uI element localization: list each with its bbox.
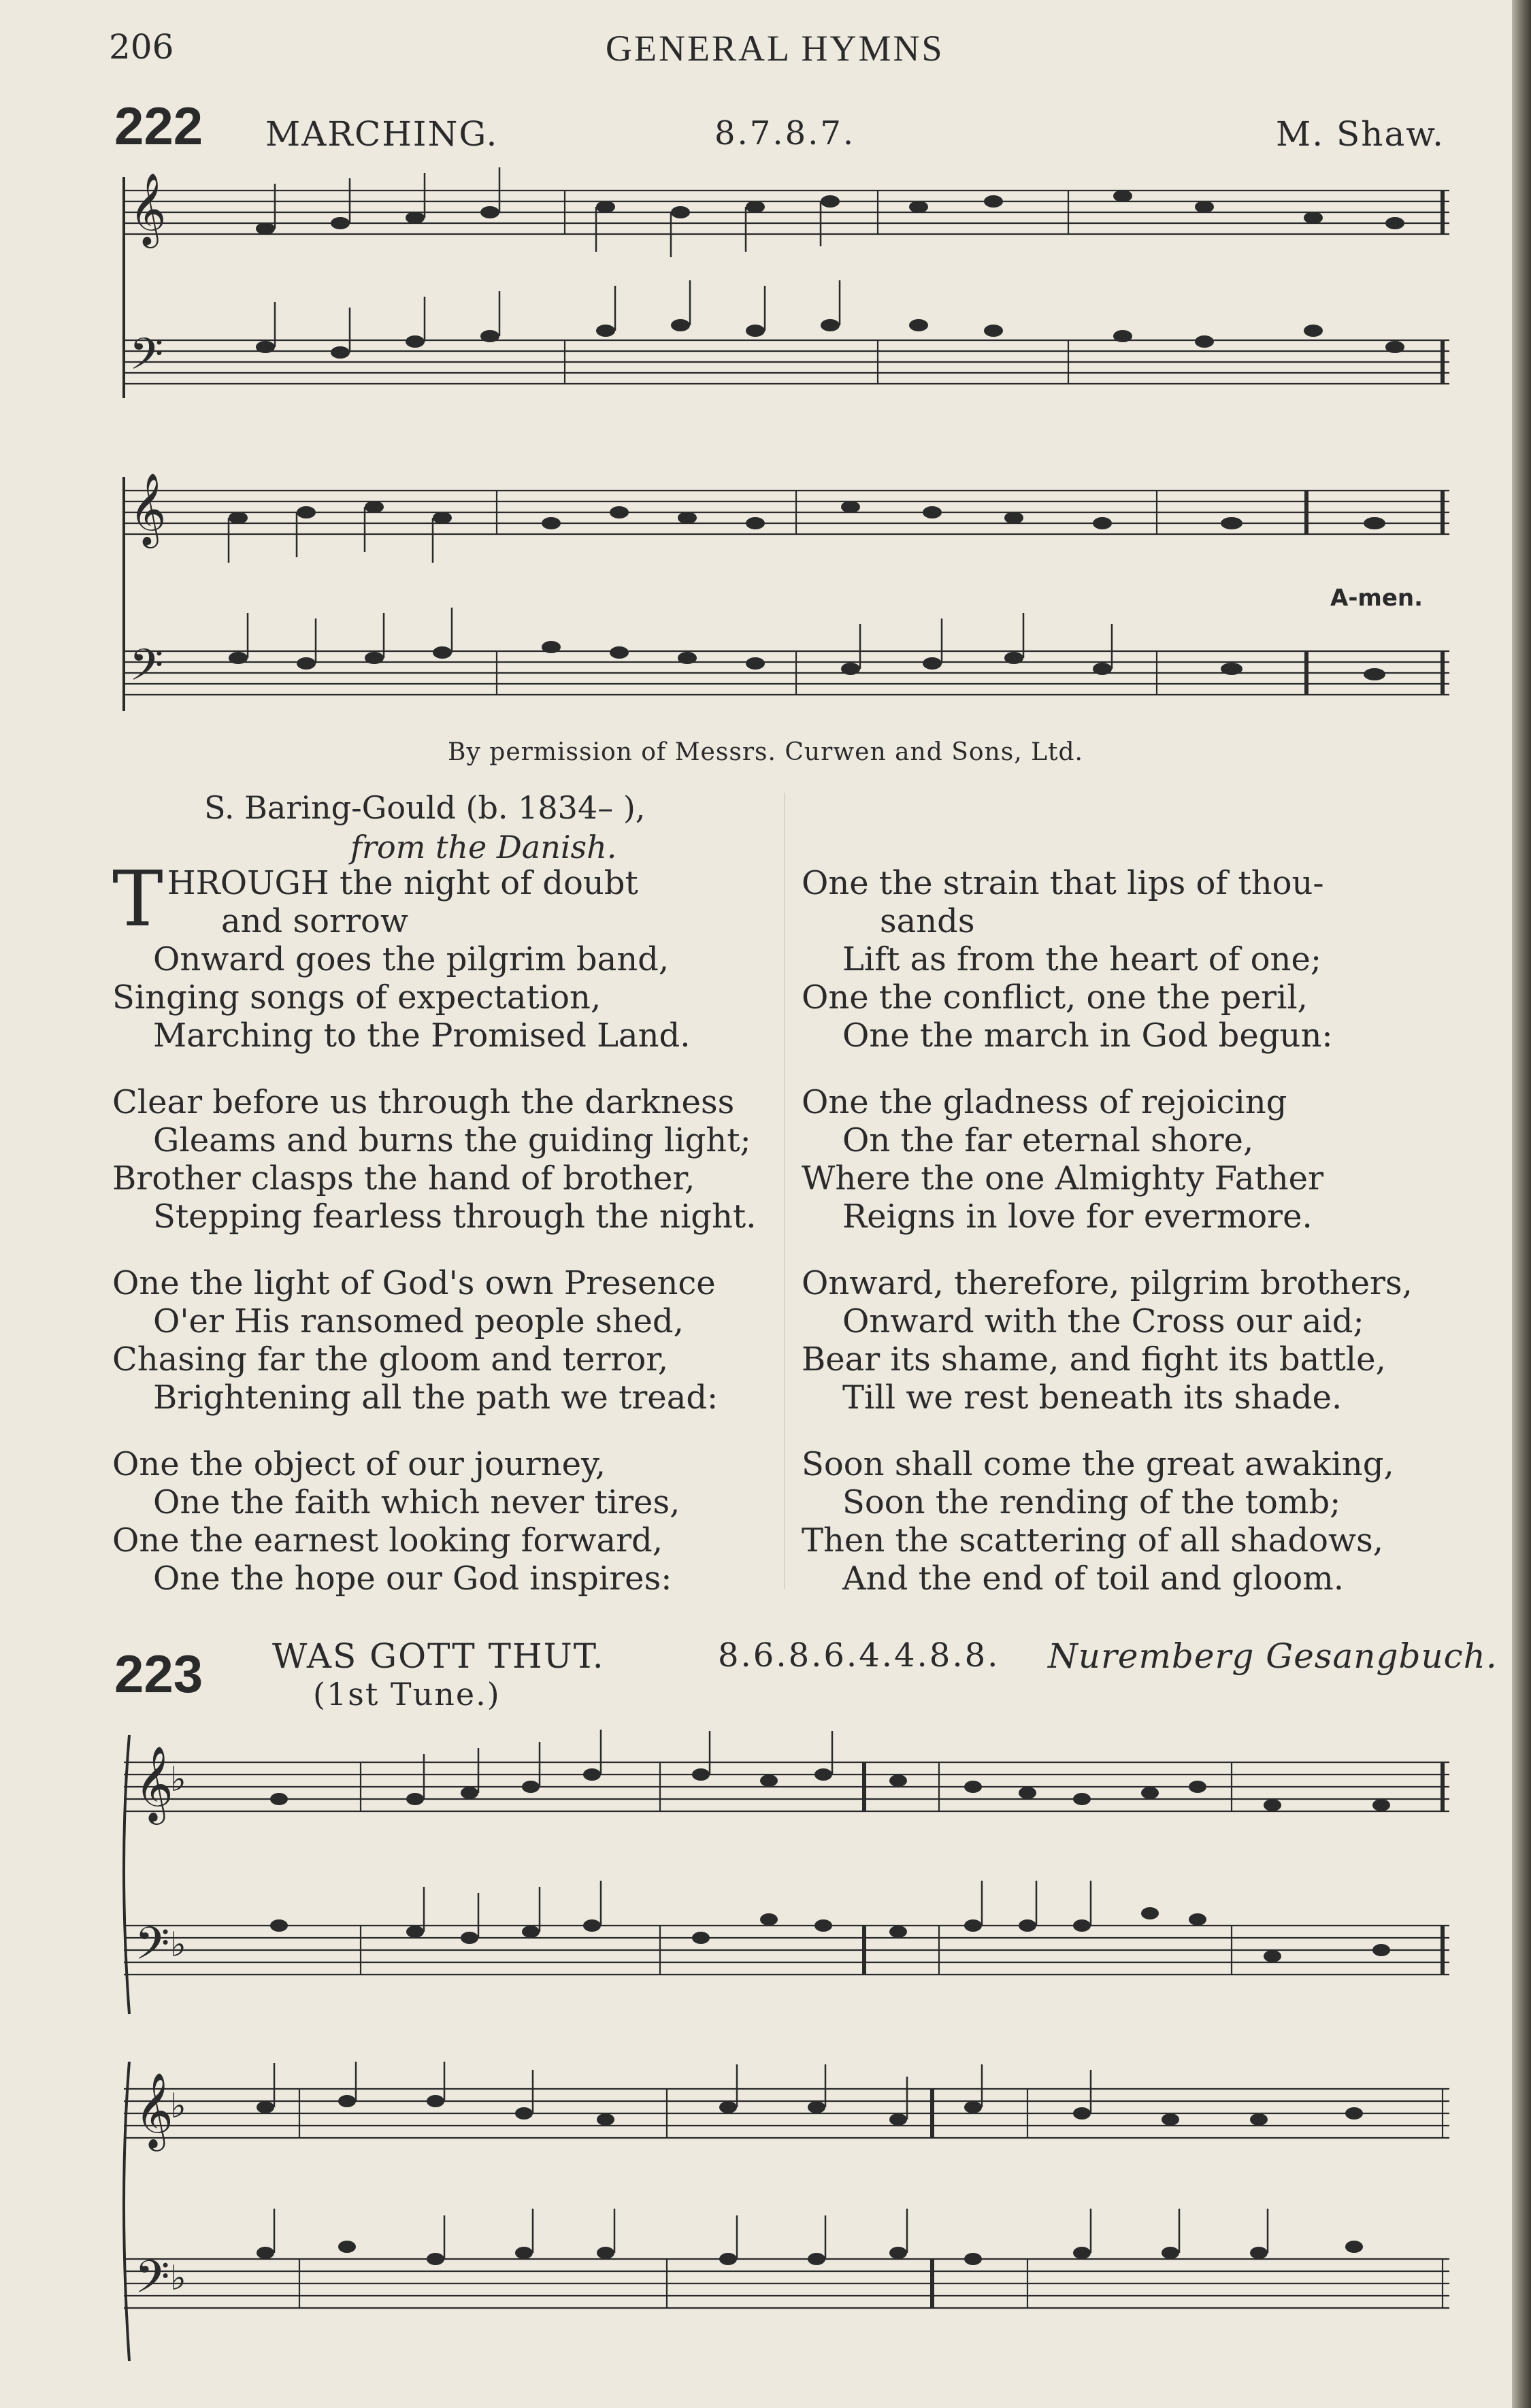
verse-line: Singing songs of expectation, [112, 978, 602, 1017]
source-book: Nuremberg Gesangbuch. [1048, 1636, 1498, 1676]
stanza-2 [112, 1083, 766, 1236]
verse-line: One the hope our God inspires: [153, 1560, 672, 1598]
svg-text:𝄢: 𝄢 [135, 1917, 170, 1981]
verse-line: Lift as from the heart of one; [842, 940, 1322, 978]
svg-text:♭: ♭ [170, 1925, 186, 1964]
verse-line: Chasing far the gloom and terror, [112, 1340, 669, 1379]
hymn-number: 223 [114, 1644, 203, 1704]
svg-text:𝄢: 𝄢 [135, 2251, 170, 2314]
verse-line: One the faith which never tires, [153, 1483, 680, 1521]
stanza-6 [802, 1083, 1482, 1236]
verse-line: Bear its shame, and fight its battle, [802, 1340, 1386, 1379]
hymn-text-right-column [802, 864, 1482, 1626]
stanza-8 [802, 1445, 1482, 1598]
tune-note: (1st Tune.) [313, 1676, 501, 1713]
music-system-222-2 [116, 466, 1456, 738]
verse-line: O'er His ransomed people shed, [153, 1302, 684, 1340]
stanza-7 [802, 1264, 1482, 1417]
verse-line: One the conflict, one the peril, [802, 978, 1308, 1017]
svg-text:𝄢: 𝄢 [129, 329, 164, 391]
verse-line: Where the one Almighty Father [802, 1159, 1324, 1198]
verse-line: One the gladness of rejoicing [802, 1083, 1287, 1121]
verse-line: sands [880, 902, 975, 940]
running-title: GENERAL HYMNS [606, 28, 944, 69]
music-system-223-2 [116, 2062, 1456, 2375]
stanza-1 [112, 855, 766, 1055]
stanza-3 [112, 1264, 766, 1417]
verse-line: Gleams and burns the guiding light; [153, 1121, 751, 1159]
first-line: HROUGH the night of doubt [167, 864, 638, 902]
verse-line: Soon shall come the great awaking, [802, 1445, 1394, 1483]
verse-line: Onward with the Cross our aid; [842, 1302, 1364, 1340]
svg-text:♭: ♭ [170, 2258, 186, 2298]
verse-line: Soon the rending of the tomb; [842, 1483, 1341, 1521]
music-system-223-1 [116, 1728, 1456, 2055]
composer: M. Shaw. [1276, 114, 1445, 154]
permission-note: By permission of Messrs. Curwen and Sons, Ltd. [448, 738, 1083, 766]
meter: 8.7.8.7. [714, 114, 856, 152]
verse-line: One the strain that lips of thou- [802, 864, 1324, 902]
hymn-223-heading [0, 1636, 1531, 1738]
verse-line: Brother clasps the hand of brother, [112, 1159, 695, 1198]
stanza-4 [112, 1445, 766, 1598]
svg-text:𝄢: 𝄢 [129, 640, 164, 702]
verse-line: One the object of our journey, [112, 1445, 606, 1483]
column-divider [784, 793, 785, 1589]
svg-text:𝄞: 𝄞 [135, 2072, 174, 2148]
hymn-number: 222 [114, 96, 203, 156]
svg-text:𝄞: 𝄞 [135, 1745, 174, 1821]
tune-name: WAS GOTT THUT. [272, 1636, 605, 1676]
svg-text:𝄞: 𝄞 [129, 172, 167, 245]
verse-line: Onward, therefore, pilgrim brothers, [802, 1264, 1413, 1302]
svg-text:♭: ♭ [170, 1760, 186, 1799]
page-header [0, 27, 1531, 75]
translation-source: from the Danish. [350, 829, 617, 865]
verse-line: Onward goes the pilgrim band, [153, 940, 670, 978]
verse-line: Then the scattering of all shadows, [802, 1521, 1383, 1560]
music-system-222-1 [116, 163, 1456, 449]
author-attribution: S. Baring-Gould (b. 1834– ), [204, 789, 646, 826]
drop-cap: T [112, 855, 163, 944]
svg-text:♭: ♭ [170, 2086, 186, 2126]
stanza-5 [802, 864, 1482, 1055]
verse-line: On the far eternal shore, [842, 1121, 1254, 1159]
verse-line: One the light of God's own Presence [112, 1264, 716, 1302]
verse-line: One the earnest looking forward, [112, 1521, 663, 1560]
verse-line: One the march in God begun: [842, 1017, 1333, 1055]
amen-label: A-men. [1330, 584, 1423, 612]
book-edge [1512, 0, 1531, 2408]
hymn-text-left-column [112, 855, 766, 1626]
verse-line: Clear before us through the darkness [112, 1083, 735, 1121]
svg-text:𝄞: 𝄞 [129, 472, 167, 545]
verse-line: Till we rest beneath its shade. [842, 1379, 1343, 1417]
verse-line: Marching to the Promised Land. [153, 1017, 691, 1055]
verse-line: Reigns in love for evermore. [842, 1198, 1313, 1236]
page-number: 206 [109, 27, 174, 67]
tune-name: MARCHING. [265, 114, 499, 154]
verse-line: Brightening all the path we tread: [153, 1379, 719, 1417]
verse-line: And the end of toil and gloom. [842, 1560, 1344, 1598]
verse-line: Stepping fearless through the night. [153, 1198, 757, 1236]
meter: 8.6.8.6.4.4.8.8. [718, 1636, 1000, 1675]
first-line-continuation: and sorrow [221, 902, 408, 940]
